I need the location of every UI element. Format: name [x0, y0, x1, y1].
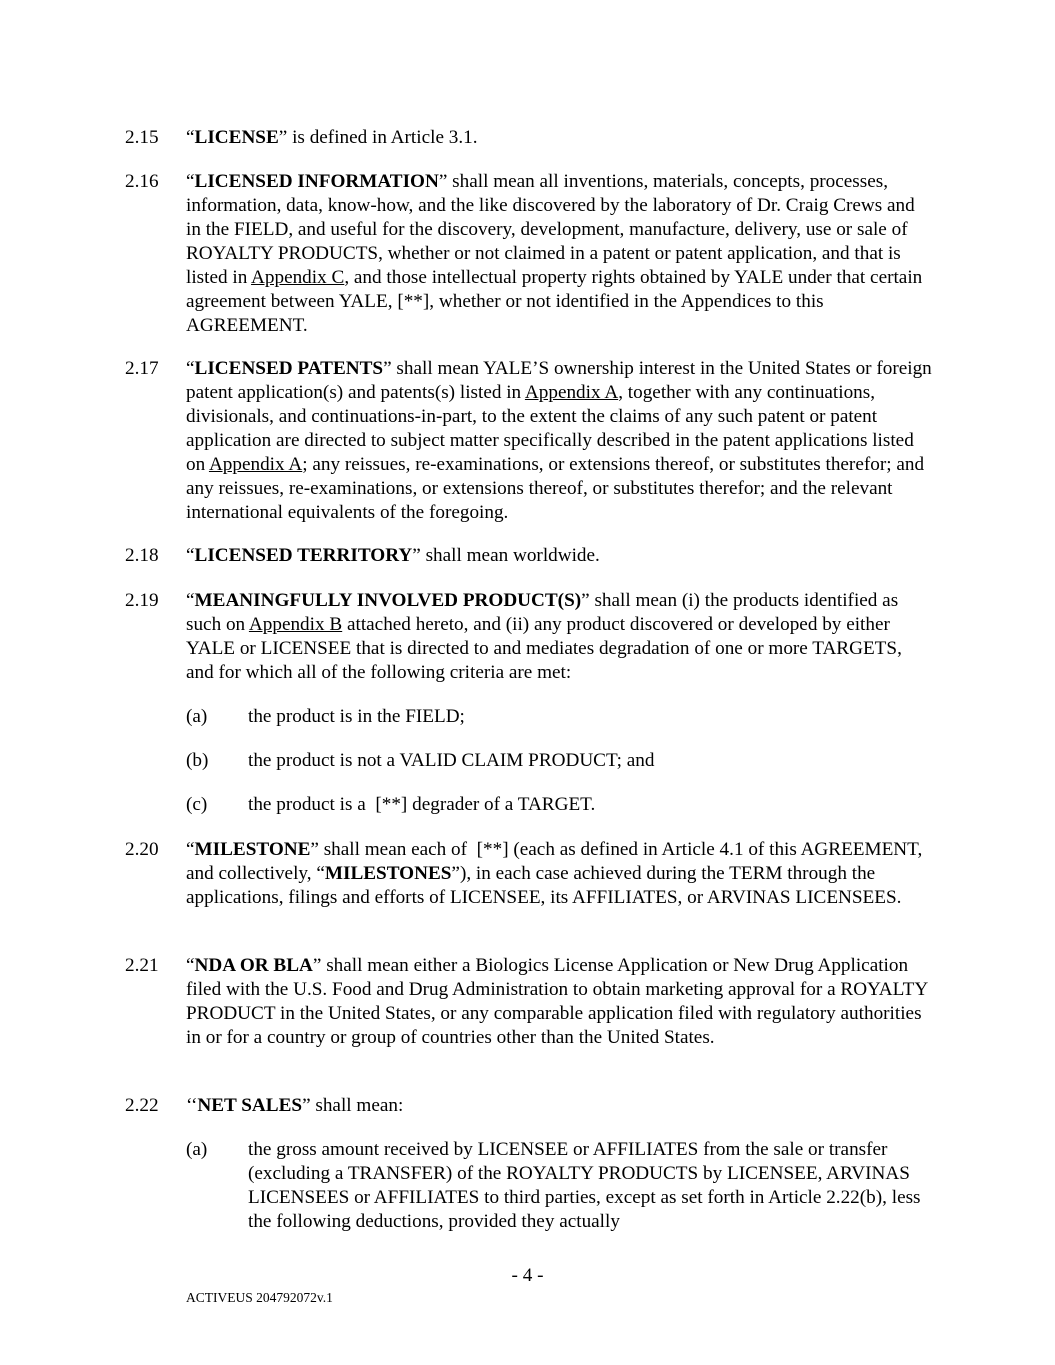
section-number: 2.18 [125, 545, 159, 566]
list-item-label: (b) [186, 750, 209, 771]
list-item-text: the product is in the FIELD; [248, 706, 465, 727]
section-text: “LICENSED TERRITORY” shall mean worldwide. [186, 545, 600, 566]
defined-term: LICENSED INFORMATION [194, 171, 439, 192]
defined-term: NDA OR BLA [194, 955, 313, 976]
section-text: “LICENSED INFORMATION” shall mean all inventions, materials, concepts, processes, information, data, know-how, and the like discovered by the laboratory of Dr. Craig Crews and in the FIELD, and useful for the discovery, development, manufacture, delivery, use or sale of ROYALTY PRODUCTS, whether or not claimed in a patent or patent application, and that is listed in Appendix C, and those intellectual property rights obtained by YALE under that certain agreement between YALE, [**], whether or not identified in the Appendices to this AGREEMENT. [186, 171, 923, 336]
section-text: “LICENSE” is defined in Article 3.1. [186, 127, 478, 148]
list-item-label: (a) [186, 706, 208, 727]
section-number: 2.15 [125, 127, 159, 148]
section-number: 2.19 [125, 590, 159, 611]
list-item-text: the product is a [**] degrader of a TARGET. [248, 794, 596, 815]
section-text: “MILESTONE” shall mean each of [**] (each as defined in Article 4.1 of this AGREEMENT, and collectively, “MILESTONES”), in each case achieved during the TERM through the applications, filings and efforts of LICENSEE, its AFFILIATES, or ARVINAS LICENSEES. [186, 839, 928, 908]
appendix-reference: Appendix B [248, 614, 343, 635]
appendix-reference: Appendix C [251, 267, 345, 288]
defined-term: MEANINGFULLY INVOLVED PRODUCT(S) [194, 590, 582, 611]
list-item-label: (c) [186, 794, 208, 815]
defined-term: MILESTONES [324, 863, 452, 884]
defined-term: LICENSED TERRITORY [194, 545, 413, 566]
section-number: 2.21 [125, 955, 159, 976]
section-text: “NDA OR BLA” shall mean either a Biologics License Application or New Drug Application filed with the U.S. Food and Drug Administration to obtain marketing approval for a ROYALTY PRODUCT in the United States, or any comparable application filed with regulatory authorities in or for a country or group of countries other than the United States. [186, 955, 928, 1048]
document-id: ACTIVEUS 204792072v.1 [186, 1290, 333, 1305]
defined-term: LICENSE [194, 127, 279, 148]
section-text: “MEANINGFULLY INVOLVED PRODUCT(S)” shall mean (i) the products identified as such on Appendix B attached hereto, and (ii) any product discovered or developed by either YALE or LICENSEE that is directed to and mediates degradation of one or more TARGETS, and for which all of the following criteria are met: [186, 590, 902, 683]
list-item-label: (a) [186, 1139, 208, 1160]
appendix-reference: Appendix A [208, 454, 303, 475]
section-number: 2.20 [125, 839, 159, 860]
defined-term: NET SALES [197, 1095, 303, 1116]
page-number: - 4 - [511, 1265, 544, 1286]
defined-term: LICENSED PATENTS [194, 358, 384, 379]
section-number: 2.17 [125, 358, 159, 379]
appendix-reference: Appendix A [524, 382, 619, 403]
list-item-text: the product is not a VALID CLAIM PRODUCT; and [248, 750, 655, 771]
section-number: 2.22 [125, 1095, 159, 1116]
section-text: “LICENSED PATENTS” shall mean YALE’S ownership interest in the United States or foreign patent application(s) and patents(s) listed in Appendix A, together with any continuations, divisionals, and continuations-in-part, to the extent the claims of any such patent or patent application are directed to subject matter specifically described in the patent applications listed on Appendix A; any reissues, re-examinations, or extensions thereof, or substitutes therefor; and any reissues, re-examinations, or extensions thereof, or substitutes therefor; and the relevant international equivalents of the foregoing. [186, 358, 932, 523]
list-item-text: the gross amount received by LICENSEE or AFFILIATES from the sale or transfer (excluding a TRANSFER) of the ROYALTY PRODUCTS by LICENSEE, ARVINAS LICENSEES or AFFILIATES to third parties, except as set forth in Article 2.22(b), less the following deductions, provided they actually [248, 1139, 921, 1232]
section-number: 2.16 [125, 171, 159, 192]
defined-term: MILESTONE [194, 839, 311, 860]
section-text: ‘‘NET SALES” shall mean: [186, 1095, 404, 1116]
